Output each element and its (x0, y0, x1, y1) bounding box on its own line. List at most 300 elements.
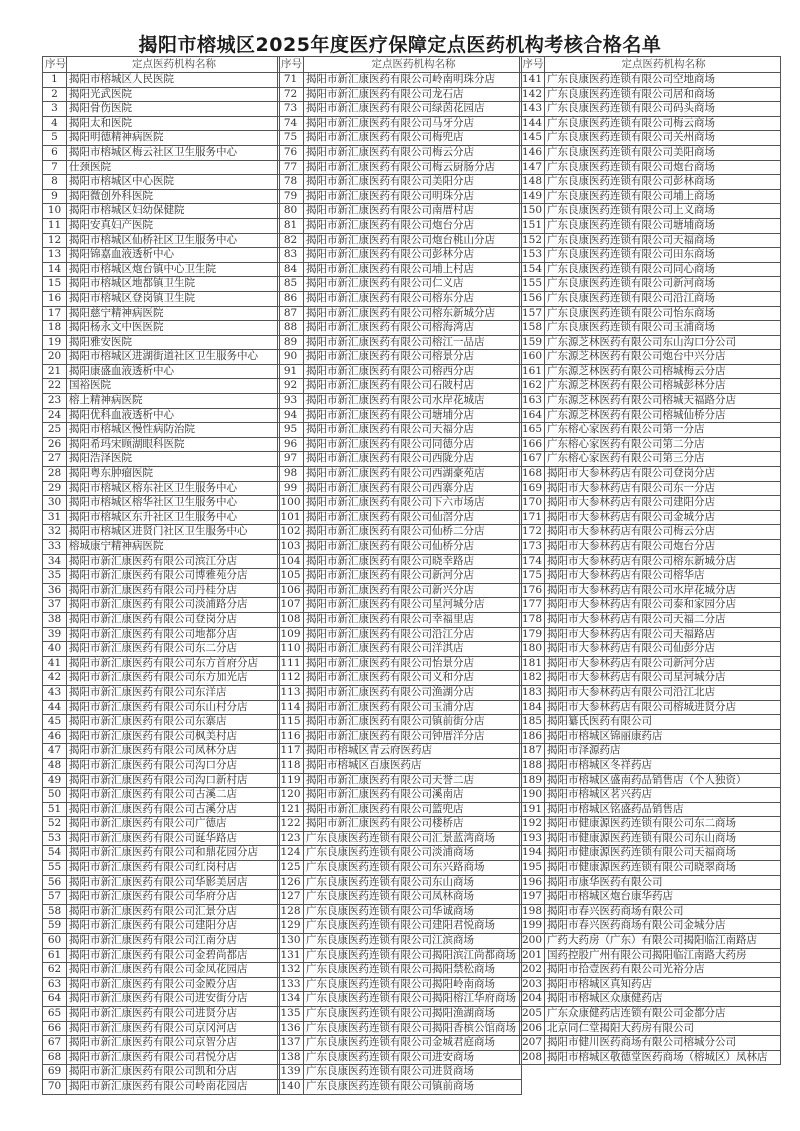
table-row (520, 1007, 781, 1022)
table-row (43, 890, 280, 905)
institution-name: 揭阳市大参林药店有限公司榕东新城分店 (545, 554, 781, 569)
row-index: 70 (43, 1079, 67, 1094)
table-row (278, 992, 522, 1007)
institution-name: 广东良康医药连锁有限公司揭阳滨江尚都商场 (304, 948, 522, 963)
institution-name: 揭阳市新汇康医药有限公司西寨分店 (304, 481, 522, 496)
institution-name: 揭阳市大参林药店有限公司星河城分店 (545, 671, 781, 686)
table-row (43, 788, 280, 803)
row-index: 89 (278, 335, 304, 350)
row-index: 82 (278, 233, 304, 248)
table-row (278, 291, 522, 306)
table-row (520, 73, 781, 88)
table-row (43, 729, 280, 744)
row-index: 142 (520, 87, 545, 102)
row-index: 113 (278, 685, 304, 700)
table-row (43, 540, 280, 555)
row-index: 157 (520, 306, 545, 321)
table-row (520, 423, 781, 438)
row-index: 75 (278, 131, 304, 146)
row-index: 166 (520, 437, 545, 452)
institution-name: 揭阳市新汇康医药有限公司凯和分店 (67, 1065, 280, 1080)
row-index: 58 (43, 904, 67, 919)
table-row (278, 350, 522, 365)
row-index: 199 (520, 919, 545, 934)
institution-name: 揭阳市新汇康医药有限公司京冈河店 (67, 1021, 280, 1036)
row-index: 64 (43, 992, 67, 1007)
row-index: 54 (43, 846, 67, 861)
institution-name: 广东良康医药连锁有限公司埔上商场 (545, 189, 781, 204)
table-row (43, 160, 280, 175)
row-index: 141 (520, 73, 545, 88)
institution-name: 揭阳市榕城区榕华社区卫生服务中心 (67, 496, 280, 511)
table-row (278, 116, 522, 131)
institution-name: 揭阳市榕城区登岗镇卫生院 (67, 291, 280, 306)
row-index: 170 (520, 496, 545, 511)
row-index: 200 (520, 934, 545, 949)
row-index: 91 (278, 364, 304, 379)
institution-name: 揭阳市春兴医药商场有限公司金城分店 (545, 919, 781, 934)
row-index: 182 (520, 671, 545, 686)
institution-name: 揭阳市榕城区仙桥社区卫生服务中心 (67, 233, 280, 248)
institution-name: 揭阳市新汇康医药有限公司怡景分店 (304, 656, 522, 671)
table-row (43, 875, 280, 890)
row-index: 114 (278, 700, 304, 715)
institution-name: 揭阳市榕城区梅云社区卫生服务中心 (67, 145, 280, 160)
table-row (43, 87, 280, 102)
institution-name: 揭阳市新汇康医药有限公司华府分店 (67, 890, 280, 905)
table-row (278, 437, 522, 452)
row-index: 72 (278, 87, 304, 102)
institution-name: 广东良康医药连锁有限公司进安商场 (304, 1050, 522, 1065)
row-index: 28 (43, 467, 67, 482)
row-index: 116 (278, 729, 304, 744)
row-index: 183 (520, 685, 545, 700)
institution-name: 揭阳市大参林药店有限公司仙彭分店 (545, 642, 781, 657)
table-row (520, 540, 781, 555)
institution-name: 揭阳市新汇康医药有限公司东山村分店 (67, 700, 280, 715)
row-index: 167 (520, 452, 545, 467)
institution-name: 广东良康医药连锁有限公司美阳商场 (545, 145, 781, 160)
row-index: 128 (278, 904, 304, 919)
table-row (520, 175, 781, 190)
table-row (520, 729, 781, 744)
row-index: 100 (278, 496, 304, 511)
table-row (520, 977, 781, 992)
institution-name: 揭阳浩泽医院 (67, 452, 280, 467)
row-index: 120 (278, 788, 304, 803)
row-index: 109 (278, 627, 304, 642)
row-index: 30 (43, 496, 67, 511)
table-row (278, 598, 522, 613)
table-row (278, 977, 522, 992)
table-row (520, 817, 781, 832)
institution-name: 广东良康医药连锁有限公司码头商场 (545, 102, 781, 117)
institution-name: 揭阳市大参林药店有限公司金城分店 (545, 510, 781, 525)
institution-name: 揭阳市新汇康医药有限公司岭南花园店 (67, 1079, 280, 1094)
institution-name: 广东源芝林医药有限公司榕城梅云分店 (545, 364, 781, 379)
institution-name: 揭阳市新汇康医药有限公司炮台分店 (304, 218, 522, 233)
row-index: 137 (278, 1036, 304, 1051)
row-index: 105 (278, 569, 304, 584)
row-index: 179 (520, 627, 545, 642)
table-row (43, 948, 280, 963)
row-index: 184 (520, 700, 545, 715)
table-row (278, 875, 522, 890)
institution-name: 国裕医院 (67, 379, 280, 394)
row-index: 85 (278, 277, 304, 292)
row-index: 84 (278, 262, 304, 277)
table-row (43, 758, 280, 773)
institution-name: 揭阳雅安医院 (67, 335, 280, 350)
row-index: 47 (43, 744, 67, 759)
table-row (278, 145, 522, 160)
header-name: 定点医药机构名称 (67, 57, 280, 73)
table-row (43, 773, 280, 788)
institution-name: 广东良康医药连锁有限公司汇景蓝湾商场 (304, 831, 522, 846)
institution-name: 揭阳市新汇康医药有限公司进贤分店 (67, 1007, 280, 1022)
institution-name: 揭阳市新汇康医药有限公司新河分店 (304, 569, 522, 584)
institution-name: 揭阳市榕城区炮台康华药店 (545, 890, 781, 905)
row-index: 98 (278, 467, 304, 482)
institution-name: 揭阳市新汇康医药有限公司渔湖分店 (304, 685, 522, 700)
table-row (278, 773, 522, 788)
institution-name: 广东良康医药连锁有限公司进贤商场 (304, 1065, 522, 1080)
table-row (520, 934, 781, 949)
table-row (278, 788, 522, 803)
row-index: 186 (520, 729, 545, 744)
header-name: 定点医药机构名称 (304, 57, 522, 73)
institution-name: 广东良康医药连锁有限公司彭林商场 (545, 175, 781, 190)
institution-name: 揭阳市榕城区真知药店 (545, 977, 781, 992)
table-row (520, 350, 781, 365)
row-index: 110 (278, 642, 304, 657)
row-index: 62 (43, 963, 67, 978)
institution-name: 揭阳市榕城区百康医药店 (304, 758, 522, 773)
table-row (520, 758, 781, 773)
table-row (278, 87, 522, 102)
table-row (278, 394, 522, 409)
table-row (43, 598, 280, 613)
institution-name: 广东良康医药连锁有限公司上义商场 (545, 204, 781, 219)
institution-name: 揭阳市榕城区炮台镇中心卫生院 (67, 262, 280, 277)
row-index: 68 (43, 1050, 67, 1065)
row-index: 207 (520, 1036, 545, 1051)
institution-name: 广东良康医药连锁有限公司怡东商场 (545, 306, 781, 321)
table-row (520, 467, 781, 482)
table-row (278, 525, 522, 540)
row-index: 136 (278, 1021, 304, 1036)
table-row (43, 525, 280, 540)
institution-name: 揭阳康盛血液透析中心 (67, 364, 280, 379)
institution-name: 揭阳优科血液透析中心 (67, 408, 280, 423)
table-row (520, 145, 781, 160)
institution-name: 揭阳微创外科医院 (67, 189, 280, 204)
row-index: 90 (278, 350, 304, 365)
row-index: 106 (278, 583, 304, 598)
header-name: 定点医药机构名称 (545, 57, 781, 73)
row-index: 36 (43, 583, 67, 598)
row-index: 44 (43, 700, 67, 715)
institution-name: 揭阳市健康源医药连锁有限公司东二商场 (545, 817, 781, 832)
table-row (278, 642, 522, 657)
row-index: 162 (520, 379, 545, 394)
institution-name: 揭阳市大参林药店有限公司天福路店 (545, 627, 781, 642)
row-index: 108 (278, 612, 304, 627)
institution-name: 揭阳市大参林药店有限公司沿江北店 (545, 685, 781, 700)
institution-name: 揭阳市大参林药店有限公司登岗分店 (545, 467, 781, 482)
row-index: 26 (43, 437, 67, 452)
row-index: 22 (43, 379, 67, 394)
institution-name: 揭阳市新汇康医药有限公司仙滘分店 (304, 510, 522, 525)
institution-name: 广东良康医药连锁有限公司东兴路商场 (304, 861, 522, 876)
institution-name: 揭阳市新汇康医药有限公司美阳分店 (304, 175, 522, 190)
institution-name: 揭阳市新汇康医药有限公司金殿分店 (67, 977, 280, 992)
row-index: 198 (520, 904, 545, 919)
row-index: 63 (43, 977, 67, 992)
row-index: 119 (278, 773, 304, 788)
row-index: 169 (520, 481, 545, 496)
institution-name: 揭阳市春兴医药商场有限公司 (545, 904, 781, 919)
table-row (520, 1050, 781, 1065)
row-index: 112 (278, 671, 304, 686)
table-row (520, 277, 781, 292)
institution-name: 揭阳市新汇康医药有限公司凤林分店 (67, 744, 280, 759)
table-row (520, 875, 781, 890)
row-index: 41 (43, 656, 67, 671)
table-row (520, 248, 781, 263)
row-index: 130 (278, 934, 304, 949)
row-index: 133 (278, 977, 304, 992)
table-row (520, 204, 781, 219)
institution-name: 揭阳市大参林药店有限公司东一分店 (545, 481, 781, 496)
table-row (43, 218, 280, 233)
table-row (43, 350, 280, 365)
institution-name: 揭阳市榕城区锦丽康药店 (545, 729, 781, 744)
table-row (43, 963, 280, 978)
table-row (520, 554, 781, 569)
row-index: 25 (43, 423, 67, 438)
institution-name: 广东榕心家医药有限公司第三分店 (545, 452, 781, 467)
institution-name: 榕城康宁精神病医院 (67, 540, 280, 555)
institution-name: 揭阳市新汇康医药有限公司华影美居店 (67, 875, 280, 890)
row-index: 29 (43, 481, 67, 496)
row-index: 187 (520, 744, 545, 759)
row-index: 203 (520, 977, 545, 992)
institution-name: 广东良康医药连锁有限公司金城君庭商场 (304, 1036, 522, 1051)
institution-name: 揭阳市榕城区青云府医药店 (304, 744, 522, 759)
row-index: 52 (43, 817, 67, 832)
row-index: 34 (43, 554, 67, 569)
roster-table-column-3 (519, 56, 781, 1065)
row-index: 49 (43, 773, 67, 788)
institution-name: 揭阳市新汇康医药有限公司榕江一品店 (304, 335, 522, 350)
table-row (278, 919, 522, 934)
institution-name: 揭阳市大参林药店有限公司梅云分店 (545, 525, 781, 540)
institution-name: 揭阳市新汇康医药有限公司彭林分店 (304, 248, 522, 263)
table-row (278, 802, 522, 817)
table-row (43, 306, 280, 321)
table-row (278, 831, 522, 846)
row-index: 17 (43, 306, 67, 321)
table-row (278, 1007, 522, 1022)
row-index: 83 (278, 248, 304, 263)
institution-name: 广东良康医药连锁有限公司梅云商场 (545, 116, 781, 131)
table-row (43, 569, 280, 584)
institution-name: 揭阳市新汇康医药有限公司东二分店 (67, 642, 280, 657)
table-row (520, 700, 781, 715)
row-index: 155 (520, 277, 545, 292)
table-row (520, 321, 781, 336)
institution-name: 揭阳市新汇康医药有限公司丹桂分店 (67, 583, 280, 598)
table-row (43, 685, 280, 700)
institution-name: 揭阳市新汇康医药有限公司玉浦分店 (304, 700, 522, 715)
institution-name: 揭阳市新汇康医药有限公司晓幸路店 (304, 554, 522, 569)
row-index: 32 (43, 525, 67, 540)
institution-name: 揭阳市新汇康医药有限公司博雅苑分店 (67, 569, 280, 584)
institution-name: 揭阳市榕城区茗兴药店 (545, 788, 781, 803)
row-index: 67 (43, 1036, 67, 1051)
institution-name: 揭阳市新汇康医药有限公司明珠分店 (304, 189, 522, 204)
table-row (278, 685, 522, 700)
row-index: 206 (520, 1021, 545, 1036)
institution-name: 揭阳市新汇康医药有限公司君悦分店 (67, 1050, 280, 1065)
table-row (43, 817, 280, 832)
row-index: 147 (520, 160, 545, 175)
table-row (43, 277, 280, 292)
row-index: 40 (43, 642, 67, 657)
table-row (43, 248, 280, 263)
header-index: 序号 (43, 57, 67, 73)
institution-name: 揭阳市新汇康医药有限公司榕东分店 (304, 291, 522, 306)
institution-name: 揭阳安真妇产医院 (67, 218, 280, 233)
row-index: 39 (43, 627, 67, 642)
institution-name: 揭阳纂氏医药有限公司 (545, 715, 781, 730)
row-index: 2 (43, 87, 67, 102)
institution-name: 揭阳市新汇康医药有限公司滨江分店 (67, 554, 280, 569)
row-index: 99 (278, 481, 304, 496)
row-index: 88 (278, 321, 304, 336)
roster-table-column-1 (42, 56, 280, 1095)
institution-name: 揭阳市健川医药商场有限公司榕城分公司 (545, 1036, 781, 1051)
row-index: 93 (278, 394, 304, 409)
institution-name: 揭阳市新汇康医药有限公司梅云分店 (304, 145, 522, 160)
institution-name: 广药大药房（广东）有限公司揭阳临江南路店 (545, 934, 781, 949)
row-index: 1 (43, 73, 67, 88)
table-row (278, 510, 522, 525)
table-row (43, 423, 280, 438)
table-row (278, 131, 522, 146)
row-index: 97 (278, 452, 304, 467)
row-index: 6 (43, 145, 67, 160)
table-row (520, 116, 781, 131)
table-row (278, 379, 522, 394)
institution-name: 揭阳市健康源医药连锁有限公司晓翠商场 (545, 861, 781, 876)
institution-name: 揭阳市新汇康医药有限公司水岸花城店 (304, 394, 522, 409)
institution-name: 揭阳市新汇康医药有限公司仙桥分店 (304, 540, 522, 555)
row-index: 139 (278, 1065, 304, 1080)
table-row (278, 758, 522, 773)
table-row (278, 306, 522, 321)
institution-name: 广东良康医药连锁有限公司揭阳岭南商场 (304, 977, 522, 992)
row-index: 61 (43, 948, 67, 963)
row-index: 38 (43, 612, 67, 627)
table-row (520, 131, 781, 146)
institution-name: 广东源芝林医药有限公司榕城天福路分店 (545, 394, 781, 409)
institution-name: 广东良康医药连锁有限公司凤林商场 (304, 890, 522, 905)
institution-name: 广东良康医药连锁有限公司揭阳香槟公馆商场 (304, 1021, 522, 1036)
table-row (278, 189, 522, 204)
institution-name: 揭阳市新汇康医药有限公司梅云厨肠分店 (304, 160, 522, 175)
row-index: 117 (278, 744, 304, 759)
institution-name: 揭阳市榕城区慢性病防治院 (67, 423, 280, 438)
institution-name: 揭阳市新汇康医药有限公司金碧尚都店 (67, 948, 280, 963)
row-index: 42 (43, 671, 67, 686)
row-index: 31 (43, 510, 67, 525)
row-index: 149 (520, 189, 545, 204)
table-row (278, 963, 522, 978)
institution-name: 揭阳锦嘉血液透析中心 (67, 248, 280, 263)
row-index: 202 (520, 963, 545, 978)
table-row (43, 437, 280, 452)
institution-name: 揭阳市新汇康医药有限公司沟口新村店 (67, 773, 280, 788)
table-row (43, 394, 280, 409)
table-row (520, 744, 781, 759)
table-row (520, 262, 781, 277)
institution-name: 仕颈医院 (67, 160, 280, 175)
institution-name: 揭阳市新汇康医药有限公司汇景分店 (67, 904, 280, 919)
table-row (278, 1021, 522, 1036)
institution-name: 揭阳市新汇康医药有限公司西湖豪苑店 (304, 467, 522, 482)
table-row (43, 145, 280, 160)
row-index: 193 (520, 831, 545, 846)
institution-name: 广东源芝林医药有限公司炮台中兴分店 (545, 350, 781, 365)
roster-table-column-2 (277, 56, 522, 1095)
institution-name: 揭阳市新汇康医药有限公司篮兜店 (304, 802, 522, 817)
row-index: 195 (520, 861, 545, 876)
table-row (43, 977, 280, 992)
institution-name: 揭阳市新汇康医药有限公司古溪二店 (67, 788, 280, 803)
row-index: 4 (43, 116, 67, 131)
row-index: 154 (520, 262, 545, 277)
table-row (520, 948, 781, 963)
row-index: 163 (520, 394, 545, 409)
row-index: 127 (278, 890, 304, 905)
table-row (520, 773, 781, 788)
row-index: 126 (278, 875, 304, 890)
table-header-row (43, 57, 280, 73)
table-row (43, 1021, 280, 1036)
row-index: 45 (43, 715, 67, 730)
table-row (520, 437, 781, 452)
table-row (520, 671, 781, 686)
institution-name: 广东良康医药连锁有限公司揭阳榕江华府商场 (304, 992, 522, 1007)
table-row (43, 934, 280, 949)
row-index: 118 (278, 758, 304, 773)
table-row (278, 102, 522, 117)
institution-name: 揭阳市新汇康医药有限公司京智分店 (67, 1036, 280, 1051)
institution-name: 揭阳市新汇康医药有限公司沟口分店 (67, 758, 280, 773)
institution-name: 揭阳市榕城区冬祥药店 (545, 758, 781, 773)
table-row (520, 218, 781, 233)
institution-name: 广东源芝林医药有限公司榕城彭林分店 (545, 379, 781, 394)
table-row (278, 934, 522, 949)
institution-name: 广东良康医药连锁有限公司江滨商场 (304, 934, 522, 949)
table-row (43, 1036, 280, 1051)
table-row (278, 554, 522, 569)
row-index: 7 (43, 160, 67, 175)
institution-name: 揭阳市康华医药有限公司 (545, 875, 781, 890)
table-row (520, 160, 781, 175)
